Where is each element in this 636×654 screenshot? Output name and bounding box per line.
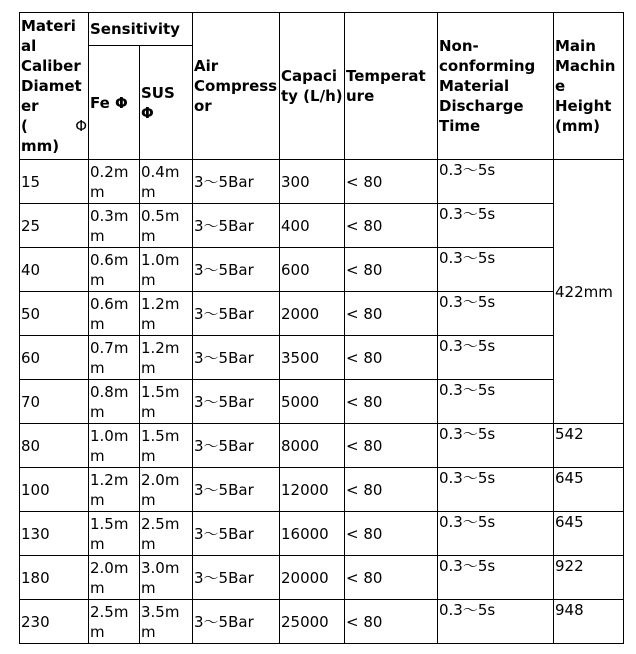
cell-sus: 2.0mm — [140, 468, 193, 512]
cell-discharge: 0.3～5s — [438, 380, 554, 424]
table-row — [20, 292, 624, 336]
cell-fe: 0.3mm — [89, 204, 140, 248]
cell-air: 3～5Bar — [193, 512, 280, 556]
cell-height: 645 — [554, 512, 624, 556]
cell-temperature: < 80 — [345, 248, 438, 292]
cell-discharge: 0.3～5s — [438, 424, 554, 468]
cell-discharge: 0.3～5s — [438, 292, 554, 336]
cell-temperature: < 80 — [345, 160, 438, 204]
cell-air: 3～5Bar — [193, 204, 280, 248]
table-row — [20, 468, 624, 512]
cell-air: 3～5Bar — [193, 468, 280, 512]
header-fe: Fe Φ — [89, 46, 140, 160]
cell-sus: 1.2mm — [140, 292, 193, 336]
cell-diameter: 180 — [20, 556, 89, 600]
cell-discharge: 0.3～5s — [438, 204, 554, 248]
cell-fe: 1.0mm — [89, 424, 140, 468]
cell-sus: 0.4mm — [140, 160, 193, 204]
header-diameter-unit: mm) — [21, 137, 60, 155]
header-diameter — [20, 13, 89, 160]
cell-fe: 1.2mm — [89, 468, 140, 512]
cell-air: 3～5Bar — [193, 292, 280, 336]
cell-sus: 1.5mm — [140, 380, 193, 424]
cell-capacity: 25000 — [280, 600, 345, 644]
cell-discharge: 0.3～5s — [438, 556, 554, 600]
cell-temperature: < 80 — [345, 512, 438, 556]
table-row — [20, 512, 624, 556]
cell-fe: 2.5mm — [89, 600, 140, 644]
cell-height-merged: 422mm — [554, 160, 624, 424]
table-row — [20, 204, 624, 248]
cell-height: 922 — [554, 556, 624, 600]
cell-diameter: 40 — [20, 248, 89, 292]
cell-fe: 0.6mm — [89, 292, 140, 336]
table-row — [20, 160, 624, 204]
cell-diameter: 50 — [20, 292, 89, 336]
cell-capacity: 16000 — [280, 512, 345, 556]
cell-capacity: 2000 — [280, 292, 345, 336]
cell-fe: 0.8mm — [89, 380, 140, 424]
cell-fe: 1.5mm — [89, 512, 140, 556]
cell-discharge: 0.3～5s — [438, 468, 554, 512]
cell-capacity: 12000 — [280, 468, 345, 512]
header-diameter-phi-line — [21, 116, 87, 136]
cell-height: 542 — [554, 424, 624, 468]
table-row — [20, 600, 624, 644]
table-row — [20, 248, 624, 292]
cell-capacity: 3500 — [280, 336, 345, 380]
cell-diameter: 25 — [20, 204, 89, 248]
header-diameter-line: Materi — [21, 17, 76, 35]
cell-diameter: 60 — [20, 336, 89, 380]
header-machine-height: Main Machine Height (mm) — [554, 13, 624, 160]
header-row-1 — [20, 13, 624, 46]
cell-temperature: < 80 — [345, 336, 438, 380]
cell-diameter: 70 — [20, 380, 89, 424]
cell-temperature: < 80 — [345, 424, 438, 468]
header-diameter-line: er — [21, 97, 39, 115]
header-diameter-paren: ( — [21, 117, 28, 135]
header-diameter-phi: Φ — [75, 117, 87, 135]
header-sus: SUS Φ — [140, 46, 193, 160]
table-row — [20, 380, 624, 424]
cell-capacity: 5000 — [280, 380, 345, 424]
cell-fe: 0.6mm — [89, 248, 140, 292]
cell-diameter: 130 — [20, 512, 89, 556]
cell-discharge: 0.3～5s — [438, 512, 554, 556]
cell-discharge: 0.3～5s — [438, 600, 554, 644]
cell-discharge: 0.3～5s — [438, 160, 554, 204]
cell-sus: 2.5mm — [140, 512, 193, 556]
cell-height: 948 — [554, 600, 624, 644]
cell-diameter: 15 — [20, 160, 89, 204]
cell-sus: 1.0mm — [140, 248, 193, 292]
cell-diameter: 100 — [20, 468, 89, 512]
cell-sus: 3.0mm — [140, 556, 193, 600]
cell-temperature: < 80 — [345, 292, 438, 336]
spec-table — [19, 12, 624, 644]
cell-air: 3～5Bar — [193, 380, 280, 424]
cell-air: 3～5Bar — [193, 556, 280, 600]
header-temperature: Temperature — [345, 13, 438, 160]
cell-capacity: 600 — [280, 248, 345, 292]
cell-sus: 0.5mm — [140, 204, 193, 248]
cell-temperature: < 80 — [345, 556, 438, 600]
cell-sus: 3.5mm — [140, 600, 193, 644]
cell-fe: 0.7mm — [89, 336, 140, 380]
header-capacity: Capacity (L/h) — [280, 13, 345, 160]
cell-fe: 2.0mm — [89, 556, 140, 600]
cell-capacity: 400 — [280, 204, 345, 248]
header-discharge-time: Non-conforming Material Discharge Time — [438, 13, 554, 160]
cell-capacity: 300 — [280, 160, 345, 204]
header-air-compressor: Air Compressor — [193, 13, 280, 160]
header-diameter-line: Diamet — [21, 77, 82, 95]
table-row — [20, 556, 624, 600]
header-sensitivity: Sensitivity — [89, 13, 193, 46]
cell-air: 3～5Bar — [193, 248, 280, 292]
cell-sus: 1.2mm — [140, 336, 193, 380]
table-row — [20, 336, 624, 380]
cell-air: 3～5Bar — [193, 336, 280, 380]
cell-air: 3～5Bar — [193, 424, 280, 468]
cell-height: 645 — [554, 468, 624, 512]
cell-temperature: < 80 — [345, 600, 438, 644]
cell-discharge: 0.3～5s — [438, 248, 554, 292]
header-diameter-line: Caliber — [21, 57, 81, 75]
cell-temperature: < 80 — [345, 380, 438, 424]
cell-air: 3～5Bar — [193, 160, 280, 204]
cell-capacity: 8000 — [280, 424, 345, 468]
cell-temperature: < 80 — [345, 204, 438, 248]
header-diameter-line: al — [21, 37, 37, 55]
cell-diameter: 230 — [20, 600, 89, 644]
cell-air: 3～5Bar — [193, 600, 280, 644]
cell-sus: 1.5mm — [140, 424, 193, 468]
cell-discharge: 0.3～5s — [438, 336, 554, 380]
table-row — [20, 424, 624, 468]
cell-fe: 0.2mm — [89, 160, 140, 204]
cell-diameter: 80 — [20, 424, 89, 468]
cell-temperature: < 80 — [345, 468, 438, 512]
cell-capacity: 20000 — [280, 556, 345, 600]
